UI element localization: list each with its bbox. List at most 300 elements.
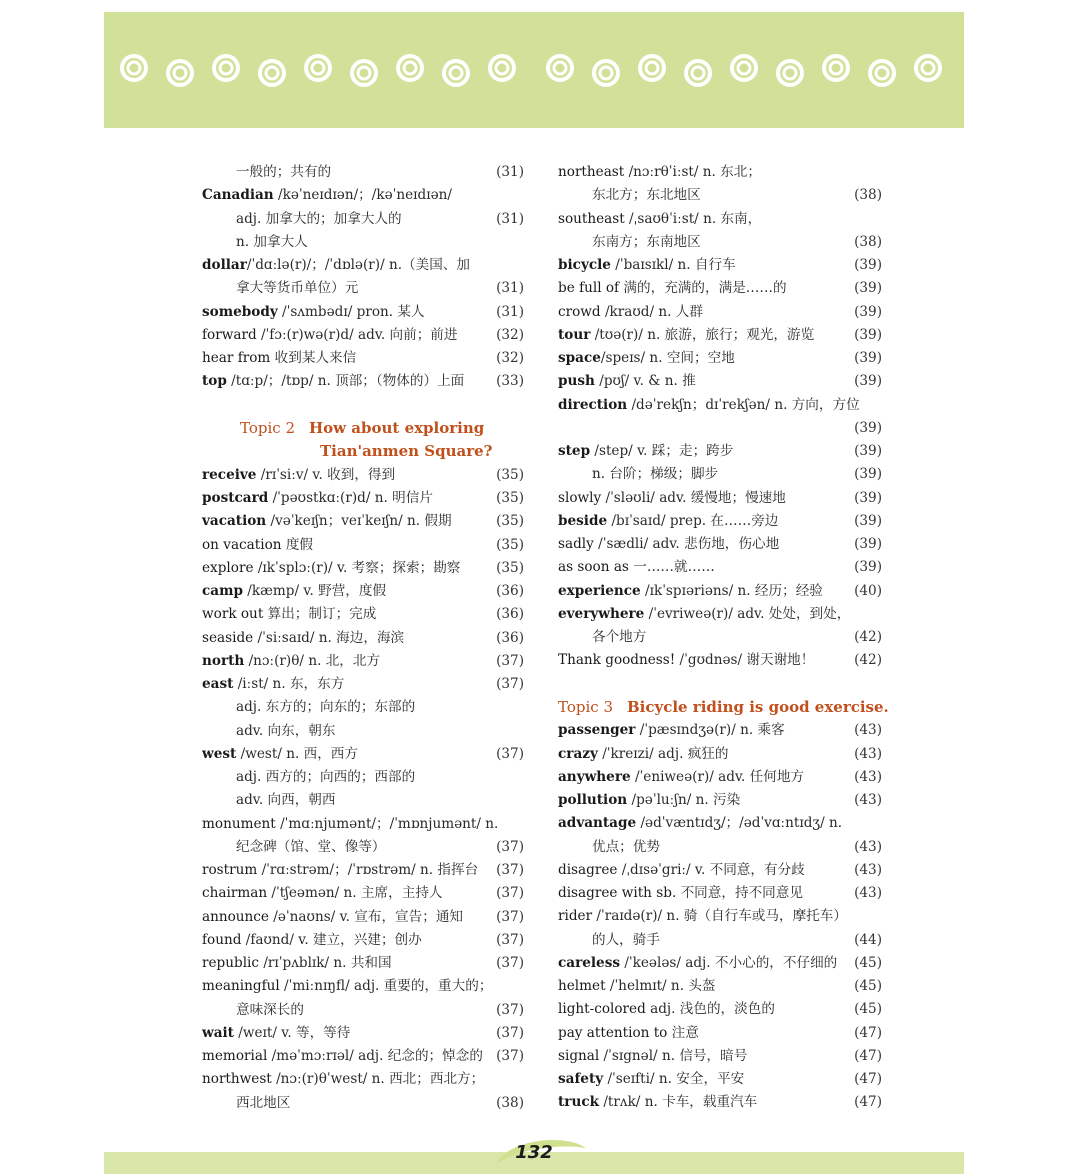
vocab-page-ref: (31) (496, 280, 524, 297)
vocab-entry (202, 534, 528, 557)
vocab-entry (558, 649, 886, 672)
vocab-page-ref: (37) (496, 885, 524, 902)
vocab-entry (202, 766, 528, 789)
vocab-headword: memorial (202, 1048, 268, 1064)
vocab-headword: top (202, 373, 227, 390)
vocab-entry (558, 580, 886, 603)
vocab-headword: tour (558, 326, 591, 343)
vocab-entry-text (558, 466, 718, 482)
vocab-entry-text (202, 769, 415, 785)
vocab-entry-text (202, 350, 356, 366)
vocab-definition: /ˈpæsɪndʒə(r)/ n. 乘客 (635, 722, 785, 739)
topic-title: Tian'anmen Square? (320, 442, 493, 461)
vocab-page-ref: (35) (496, 490, 524, 506)
vocab-page-ref: (37) (496, 908, 524, 925)
vocab-entry (558, 533, 886, 556)
vocab-entry (558, 487, 886, 510)
vocab-page-ref: (43) (854, 745, 882, 762)
vocab-entry-text (202, 211, 402, 227)
vocab-entry-text (202, 955, 392, 971)
vocab-headword: light-colored (558, 1001, 646, 1018)
vocab-entry-text (202, 816, 498, 832)
vocab-headword: northeast (558, 164, 625, 180)
vocab-entry-text (202, 280, 358, 296)
vocab-headword: everywhere (558, 605, 645, 622)
vocab-headword: receive (202, 466, 257, 483)
vocab-headword: slowly (558, 489, 602, 506)
vocab-entry-text (558, 187, 701, 203)
vocab-entry-text (558, 164, 761, 180)
vocab-definition: 度假 (281, 536, 314, 553)
vocab-entry-text (202, 885, 443, 901)
vocab-headword: pay attention to (558, 1024, 668, 1041)
vocab-page-ref: (39) (854, 257, 882, 273)
vocab-page-ref: (39) (854, 443, 882, 459)
vocab-definition: /faʊnd/ v. 建立，兴建；创办 (241, 931, 422, 948)
vocab-definition: 东南方；东南地区 (592, 233, 701, 250)
vocab-entry-text (558, 652, 814, 668)
vocab-headword: crowd (558, 303, 601, 320)
vocab-definition: /ˈhelmɪt/ n. 头盔 (605, 978, 716, 994)
vocab-entry (202, 627, 528, 650)
vocab-definition: /ˈsɪgnəl/ n. 信号，暗号 (599, 1047, 748, 1064)
vocab-definition: /ˈkeələs/ adj. 不小心的，不仔细的 (620, 954, 838, 971)
vocab-entry-text (558, 932, 660, 948)
vocab-page-ref: (37) (496, 1024, 524, 1041)
vocab-entry (558, 812, 886, 835)
vocab-definition: 纪念碑（馆、堂、像等） (236, 838, 386, 855)
vocab-definition: /ˈmɑːnjumənt/；/ˈmɒnjumənt/ n. (275, 815, 499, 832)
vocab-page-ref: (37) (496, 1001, 524, 1018)
vocab-entry (558, 766, 886, 789)
vocab-entry-text (558, 769, 804, 785)
vocab-definition: /ˈkreɪzi/ adj. 疯狂的 (597, 745, 729, 762)
vocab-definition: /əˈnaʊns/ v. 宣布，宣告；通知 (268, 908, 464, 925)
vocab-headword: as soon as (558, 559, 629, 576)
vocab-headword: hear from (202, 350, 271, 366)
vocab-page-ref: (36) (496, 583, 524, 599)
vocab-headword: sadly (558, 536, 594, 552)
vocab-definition: /nɔːrθˈiːst/ n. 东北； (624, 164, 761, 180)
vocab-definition: /ˈfɔː(r)wə(r)d/ adv. 向前；前进 (256, 326, 458, 343)
vocab-entry-text (558, 211, 761, 227)
vocab-headword: Thank goodness! (558, 652, 676, 669)
vocab-definition: /ˈpəʊstkɑː(r)d/ n. 明信片 (268, 490, 433, 506)
vocab-page-ref: (31) (496, 303, 524, 320)
vocab-entry-text (202, 932, 422, 948)
vocab-entry (202, 906, 528, 929)
vocab-page-ref: (39) (854, 489, 882, 506)
vocab-definition: /step/ v. 踩；走；跨步 (590, 443, 734, 459)
vocab-page-ref: (36) (496, 606, 524, 623)
vocab-entry (202, 347, 528, 370)
vocab-headword: northwest (202, 1071, 272, 1088)
vocab-page-ref: (43) (854, 861, 882, 878)
vocab-definition: 一……就…… (628, 559, 715, 576)
vocab-entry (202, 859, 528, 882)
vocab-headword: disagree with sb. (558, 885, 677, 901)
vocab-definition: /kraʊd/ n. 人群 (600, 303, 703, 320)
vocab-headword: careless (558, 954, 621, 971)
vocab-entry (558, 1022, 886, 1045)
vocab-entry (558, 510, 886, 533)
vocab-entry-text (202, 839, 386, 855)
vocab-definition: 优点；优势 (592, 838, 660, 855)
vocab-entry-text (202, 630, 404, 646)
vocab-entry (202, 743, 528, 766)
vocab-entry-text (558, 397, 860, 413)
vocab-definition: /trʌk/ n. 卡车，载重汽车 (599, 1094, 758, 1111)
vocab-entry (558, 417, 886, 440)
vocab-entry (558, 277, 886, 300)
vocab-page-ref: (47) (854, 1047, 882, 1064)
vocab-headword: wait (202, 1024, 234, 1041)
vocab-entry (202, 929, 528, 952)
vocab-definition: /kəˈneɪdɪən/；/kəˈneɪdɪən/ (273, 187, 452, 204)
vocab-definition: 算出；制订；完成 (263, 606, 377, 623)
vocab-headword: west (202, 745, 237, 762)
vocab-definition: /ˈsædli/ adv. 悲伤地，伤心地 (593, 536, 780, 552)
vocab-headword: chairman (202, 885, 268, 902)
vocab-entry-text (558, 978, 716, 994)
vocab-definition: adv. 向东，朝东 (236, 722, 336, 739)
vocab-entry-text (558, 1048, 747, 1064)
vocab-entry-text (558, 327, 814, 343)
vocab-entry (558, 208, 886, 231)
vocab-headword: forward (202, 326, 257, 343)
vocab-entry-text (202, 909, 463, 925)
vocab-entry (558, 1045, 886, 1068)
vocab-headword: monument (202, 815, 276, 832)
vocab-headword: truck (558, 1094, 600, 1111)
vocab-definition: /tɑːp/；/tɒp/ n. 顶部；（物体的）上面 (226, 373, 465, 390)
vocab-page-ref: (37) (496, 652, 524, 669)
vocab-definition: /nɔː(r)θˈwest/ n. 西北；西北方； (271, 1071, 485, 1088)
vocab-entry-text (202, 653, 380, 669)
vocab-definition: 收到某人来信 (270, 350, 357, 366)
vocab-headword: explore (202, 559, 254, 576)
vocab-entry-text (202, 164, 331, 180)
vocab-entry-text (558, 234, 701, 250)
vocab-entry (202, 1022, 528, 1045)
vocab-entry (558, 626, 886, 649)
vocab-entry-text (558, 839, 660, 855)
vocab-entry-text (202, 234, 308, 250)
vocab-entry (202, 301, 528, 324)
vocab-page-ref: (39) (854, 350, 882, 366)
vocab-definition: 不同意，持不同意见 (676, 885, 803, 901)
vocab-page-ref: (39) (854, 280, 882, 297)
vocab-page-ref: (43) (854, 792, 882, 808)
vocab-entry-text (558, 629, 646, 645)
vocabulary-column-left (202, 161, 528, 1115)
vocab-page-ref: (44) (854, 931, 882, 948)
vocab-entry-text (202, 583, 386, 599)
vocab-entry-text (202, 1002, 304, 1018)
vocab-definition: /ˈgʊdnəs/ 谢天谢地！ (675, 652, 815, 669)
vocab-entry (558, 789, 886, 812)
topic-heading (202, 440, 528, 464)
vocab-entry-text (202, 1071, 484, 1087)
vocab-headword: disagree (558, 861, 618, 878)
vocab-headword: crazy (558, 745, 598, 762)
vocab-page-ref: (38) (854, 187, 882, 204)
vocab-definition: adj. 浅色的，淡色的 (645, 1001, 775, 1018)
vocab-entry (202, 882, 528, 905)
vocab-headword: safety (558, 1071, 604, 1087)
vocab-entry (202, 231, 528, 254)
vocab-definition: /ˈsʌmbədɪ/ pron. 某人 (277, 303, 425, 320)
vocab-entry-text (202, 862, 478, 878)
vocab-page-ref: (35) (496, 466, 524, 483)
vocab-entry-text (558, 513, 778, 529)
vocab-definition: /dəˈrekʃn；dɪˈrekʃən/ n. 方向，方位 (627, 396, 860, 413)
vocab-entry (202, 650, 528, 673)
vocab-entry (558, 905, 886, 928)
vocab-entry-text (558, 955, 837, 971)
vocab-headword: bicycle (558, 257, 611, 273)
vocab-definition: /kæmp/ v. 野营，度假 (242, 583, 387, 599)
vocab-page-ref: (31) (496, 164, 524, 180)
vocab-definition: /pəˈluːʃn/ n. 污染 (627, 792, 741, 808)
section-spacer (558, 673, 886, 696)
vocab-entry (202, 487, 528, 510)
vocab-headword: rostrum (202, 862, 258, 878)
vocab-definition: 满的，充满的，满是……的 (619, 280, 787, 297)
vocab-definition: /ˈevriweə(r)/ adv. 处处，到处， (644, 605, 851, 622)
vocab-definition: /ˌsaʊθˈiːst/ n. 东南， (624, 210, 762, 227)
vocab-page-ref: (37) (496, 955, 524, 971)
vocab-definition: /rɪˈpʌblɪk/ n. 共和国 (259, 955, 392, 971)
vocab-entry (202, 1068, 528, 1091)
vocab-entry-text (202, 723, 335, 739)
vocab-entry-text (202, 513, 452, 529)
vocab-entry (202, 510, 528, 533)
vocab-headword: found (202, 931, 242, 948)
vocab-headword: advantage (558, 815, 637, 832)
vocab-definition: /ˈbaɪsɪkl/ n. 自行车 (610, 257, 736, 273)
vocab-definition: /rɪˈsiːv/ v. 收到，得到 (256, 466, 396, 483)
vocab-page-ref: (47) (854, 1071, 882, 1087)
topic-heading (558, 696, 889, 720)
vocab-entry (202, 370, 528, 393)
vocab-definition: /ˈeniweə(r)/ adv. 任何地方 (630, 768, 805, 785)
vocab-page-ref: (37) (496, 838, 524, 855)
vocab-page-ref: (37) (496, 676, 524, 692)
vocab-page-ref: (42) (854, 652, 882, 669)
vocab-page-ref: (45) (854, 978, 882, 994)
vocab-headword: space (558, 350, 601, 366)
vocab-entry (558, 254, 886, 277)
vocab-headword: camp (202, 583, 243, 599)
vocab-entry (558, 184, 886, 207)
vocab-page-ref: (39) (854, 559, 882, 576)
vocab-definition: 各个地方 (592, 629, 647, 645)
vocab-entry-text (202, 537, 313, 553)
vocab-headword: postcard (202, 490, 269, 506)
vocab-headword: step (558, 443, 591, 459)
vocab-headword: east (202, 676, 234, 692)
vocab-definition: /iːst/ n. 东，东方 (233, 676, 345, 692)
vocab-entry-text (558, 443, 733, 459)
vocab-entry (202, 813, 528, 836)
vocab-headword: direction (558, 396, 628, 413)
vocab-entry-text (558, 280, 787, 296)
vocab-entry-text (558, 815, 842, 831)
vocab-headword: somebody (202, 303, 278, 320)
vocab-page-ref: (37) (496, 931, 524, 948)
vocab-entry (558, 836, 886, 859)
vocab-page-ref: (39) (854, 536, 882, 552)
vocab-entry (202, 464, 528, 487)
vocab-headword: dollar (202, 257, 247, 273)
vocab-entry-text (202, 676, 344, 692)
vocab-headword: southeast (558, 210, 625, 227)
vocab-page-ref: (39) (854, 466, 882, 483)
vocab-definition: 的人，骑手 (592, 931, 660, 948)
vocab-page-ref: (43) (854, 768, 882, 785)
vocab-entry (202, 254, 528, 277)
vocab-headword: anywhere (558, 768, 631, 785)
section-spacer (202, 394, 528, 417)
vocab-entry-text (558, 1071, 744, 1087)
vocab-entry (558, 231, 886, 254)
vocab-entry-text (558, 1094, 757, 1110)
vocab-headword: passenger (558, 722, 636, 739)
vocab-page-ref: (36) (496, 629, 524, 646)
vocab-definition: adv. 向西，朝西 (236, 792, 336, 809)
vocab-headword: beside (558, 512, 608, 529)
vocab-entry-text (202, 699, 415, 715)
vocab-entry (202, 208, 528, 231)
vocab-headword: on vacation (202, 536, 282, 553)
vocab-entry (558, 301, 886, 324)
vocab-entry (202, 673, 528, 696)
vocab-page-ref: (42) (854, 629, 882, 645)
vocab-definition: /west/ n. 西，西方 (236, 745, 358, 762)
vocab-page-ref: (39) (854, 419, 882, 436)
vocab-definition: 意味深长的 (236, 1001, 304, 1018)
vocab-entry-text (202, 327, 458, 343)
vocab-page-ref: (47) (854, 1094, 882, 1111)
vocab-entry (558, 975, 886, 998)
vocab-entry-text (202, 1048, 483, 1064)
vocab-definition: /ˈseɪfti/ n. 安全，平安 (603, 1071, 745, 1087)
vocab-definition: /nɔː(r)θ/ n. 北，北方 (244, 652, 381, 669)
vocab-page-ref: (39) (854, 326, 882, 343)
vocab-headword: signal (558, 1047, 600, 1064)
decorative-rings (104, 12, 964, 128)
vocab-entry (558, 998, 886, 1021)
vocab-entry-text (202, 1095, 290, 1111)
vocab-definition: /speɪs/ n. 空间；空地 (600, 350, 735, 366)
topic-title: Bicycle riding is good exercise. (626, 697, 889, 716)
vocab-entry (202, 975, 528, 998)
vocab-page-ref: (39) (854, 373, 882, 390)
vocab-headword: seaside (202, 629, 254, 646)
vocab-definition: /ədˈvæntɪdʒ/；/ədˈvɑːntɪdʒ/ n. (636, 815, 843, 832)
vocab-page-ref: (39) (854, 512, 882, 529)
vocab-entry (202, 277, 528, 300)
vocab-entry (202, 324, 528, 347)
vocab-entry (558, 324, 886, 347)
vocab-entry-text (202, 304, 425, 320)
vocab-headword: republic (202, 955, 260, 971)
vocab-definition: 东北方；东北地区 (592, 187, 701, 204)
vocab-entry-text (202, 257, 470, 273)
vocab-page-ref: (35) (496, 513, 524, 530)
vocab-entry (558, 1091, 886, 1114)
vocab-headword: be full of (558, 280, 620, 297)
vocab-entry (558, 603, 886, 626)
vocab-definition: /ˈmiːnɪŋfl/ adj. 重要的，重大的； (279, 978, 493, 995)
vocab-definition: /ˌdɪsəˈgriː/ v. 不同意，有分歧 (617, 861, 805, 878)
vocab-page-ref: (43) (854, 885, 882, 901)
vocab-definition: 注意 (667, 1024, 699, 1041)
vocab-headword: announce (202, 908, 269, 925)
vocab-entry-text (202, 373, 464, 389)
vocab-definition: /ɪkˈspɪəriəns/ n. 经历；经验 (640, 582, 823, 599)
vocab-definition: /ˈtʃeəmən/ n. 主席，主持人 (267, 885, 443, 902)
vocab-entry (202, 580, 528, 603)
vocab-entry-text (558, 1001, 775, 1017)
vocab-page-ref: (37) (496, 862, 524, 878)
vocab-entry (558, 882, 886, 905)
vocab-entry (202, 603, 528, 626)
vocab-headword: work out (202, 606, 264, 623)
vocab-headword: north (202, 652, 245, 669)
vocab-entry (558, 743, 886, 766)
vocab-definition: n. 加拿大人 (236, 233, 308, 250)
vocab-definition: 西北地区 (236, 1094, 291, 1111)
vocab-entry-text (558, 746, 729, 762)
vocab-entry (558, 859, 886, 882)
topic-label: Topic 3 (558, 697, 613, 716)
vocab-entry-text (202, 792, 335, 808)
vocab-entry-text (558, 559, 715, 575)
vocab-entry-text (558, 862, 805, 878)
vocab-headword: experience (558, 582, 641, 599)
vocab-entry (558, 719, 886, 742)
vocab-definition: adj. 东方的；向东的；东部的 (236, 699, 416, 716)
vocab-page-ref: (33) (496, 373, 524, 390)
vocab-entry (202, 836, 528, 859)
vocab-definition: /ˈsiːsaɪd/ n. 海边，海滨 (253, 629, 405, 646)
vocab-headword: rider (558, 908, 593, 925)
vocab-page-ref: (32) (496, 326, 524, 343)
vocab-entry-text (558, 908, 847, 924)
vocab-entry (558, 556, 886, 579)
vocab-entry-text (558, 420, 592, 436)
vocab-entry-text (202, 560, 460, 576)
vocab-headword: Canadian (202, 187, 274, 204)
vocab-definition: /vəˈkeɪʃn；veɪˈkeɪʃn/ n. 假期 (266, 513, 452, 530)
vocab-page-ref: (37) (496, 1048, 524, 1064)
page-number: 132 (515, 1142, 553, 1163)
vocab-definition: 一般的；共有的 (236, 164, 332, 180)
vocab-page-ref: (37) (496, 745, 524, 762)
vocab-entry (202, 952, 528, 975)
vocab-entry (558, 161, 886, 184)
vocab-entry (202, 1092, 528, 1115)
vocab-entry-text (558, 350, 735, 366)
vocab-definition: /pʊʃ/ v. & n. 推 (594, 373, 696, 390)
vocab-entry (202, 789, 528, 812)
vocab-headword: meaningful (202, 978, 280, 995)
vocab-page-ref: (35) (496, 559, 524, 576)
vocab-definition: 拿大等货币单位）元 (236, 280, 359, 297)
vocab-entry-text (558, 885, 803, 901)
